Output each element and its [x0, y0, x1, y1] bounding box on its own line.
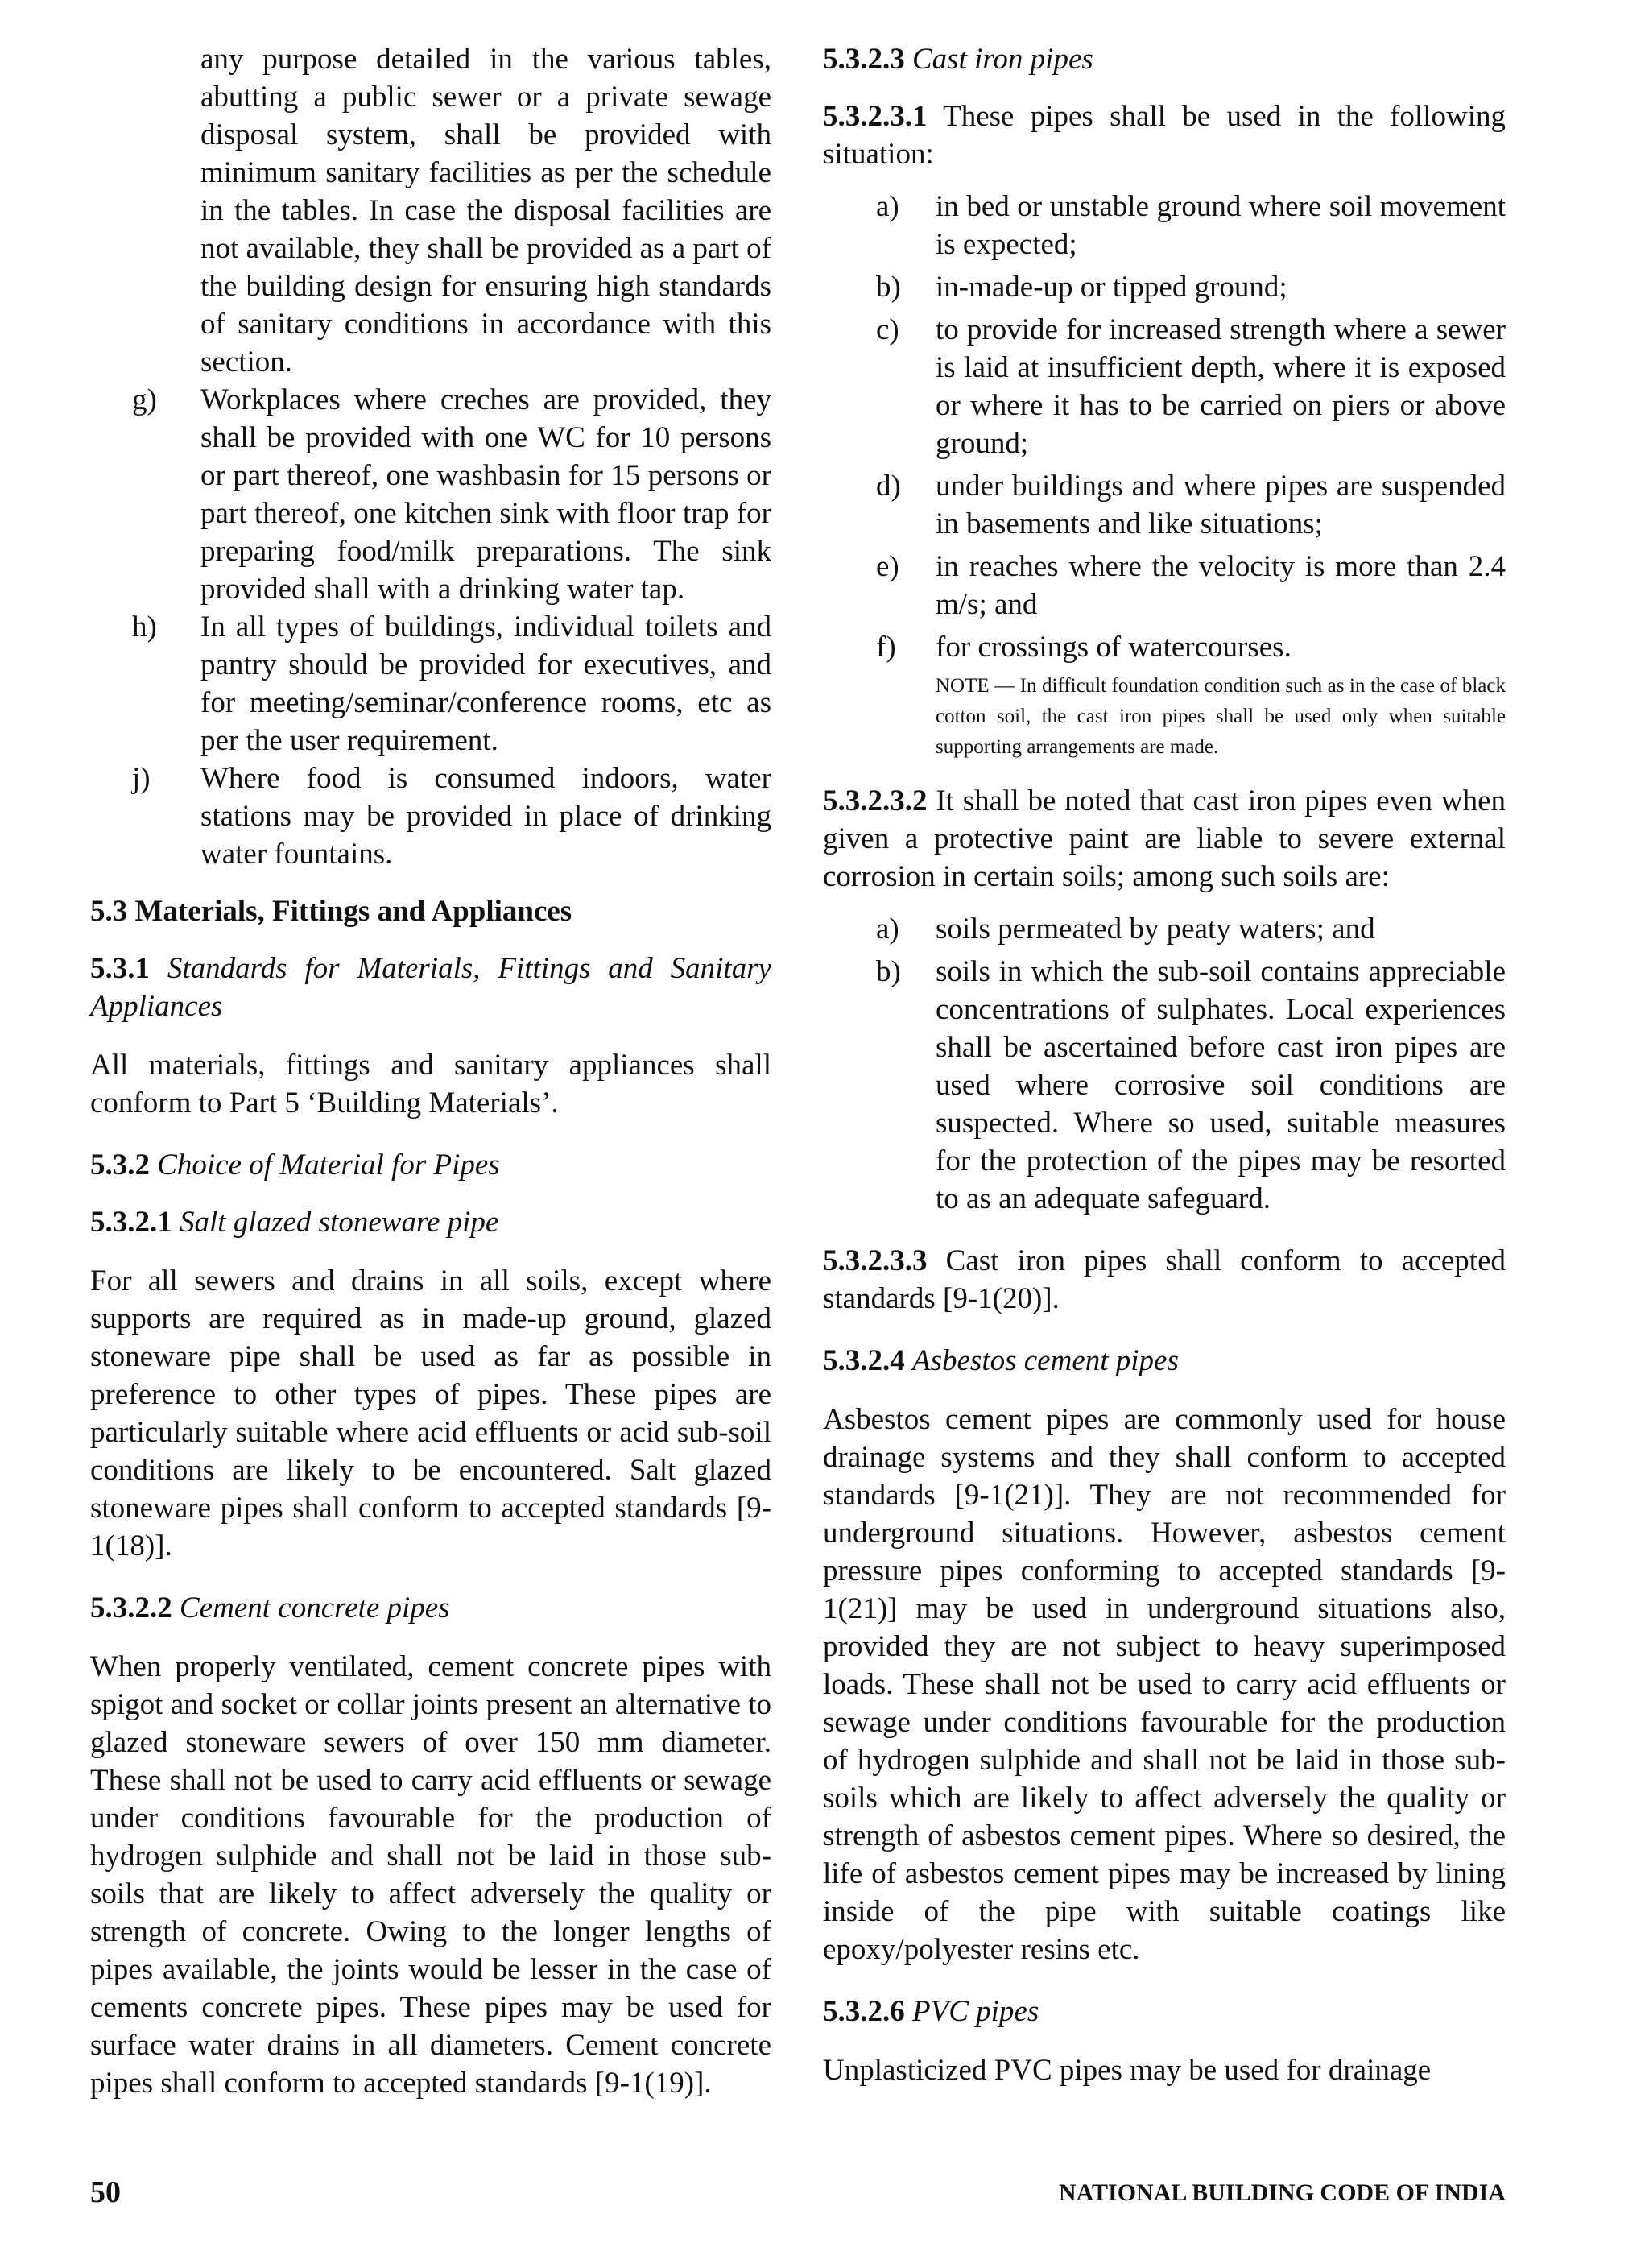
paragraph-5-3-2-3-1 [823, 97, 1506, 173]
list-marker: a) [876, 190, 899, 223]
list-marker: f) [876, 631, 896, 664]
section-number: 5.3.2.3.1 [823, 100, 928, 133]
section-heading-5-3-2 [90, 1146, 771, 1184]
section-heading-5-3-2-1 [90, 1203, 771, 1241]
section-number: 5.3.2.3 [823, 43, 905, 76]
list-text: Workplaces where creches are provided, they shall be provided with one WC for 10 persons or part thereof, one washbasin for 15 persons or part thereof, one kitchen sink with floor trap for preparing food/milk preparations. The sink provided shall with a drinking water tap. [200, 383, 771, 606]
list-text: Where food is consumed indoors, water stations may be provided in place of drinking water fountains. [200, 762, 771, 871]
section-title: Salt glazed stoneware pipe [180, 1206, 499, 1239]
list-item [823, 188, 1506, 263]
list-marker: g) [132, 383, 157, 416]
paragraph: Asbestos cement pipes are commonly used for house drainage systems and they shall conform to accepted standards [9-1(21)]. They are not recommended for underground situations. However, asbestos cement pressure pipes conforming to accepted standards [9-1(21)] may be used in underground situations also, provided they are not subject to heavy superimposed loads. These shall not be used to carry acid effluents or sewage under conditions favourable for the production of hydrogen sulphide and shall not be laid in those sub-soils which are likely to affect adversely the quality or strength of asbestos cement pipes. Where so desired, the life of asbestos cement pipes may be increased by lining inside of the pipe with suitable coatings like epoxy/polyester resins etc. [823, 1403, 1506, 1966]
list-item [90, 759, 771, 873]
section-heading-5-3-2-6 [823, 1993, 1506, 2030]
section-number: 5.3.2.2 [90, 1591, 172, 1624]
section-heading-5-3: 5.3 Materials, Fittings and Appliances [90, 895, 572, 928]
paragraph: For all sewers and drains in all soils, except where supports are required as in made-up ground, glazed stoneware pipe shall be used as far as possible in preference to other types of pipes. These pipes are particularly suitable where acid effluents or acid sub-soil conditions are likely to be encountered. Salt glazed stoneware pipes shall conform to accepted standards [9-1(18)]. [90, 1264, 771, 1562]
list-item [823, 467, 1506, 543]
note: NOTE — In difficult foundation condition such as in the case of black cotton soil, the cast iron pipes shall be used only when suitable supporting arrangements are made. [936, 675, 1506, 758]
list-marker: h) [132, 610, 157, 644]
list-text: in bed or unstable ground where soil movement is expected; [936, 190, 1506, 261]
section-title: Standards for Materials, Fittings and Sanitary Appliances [90, 952, 772, 1023]
list-marker: d) [876, 470, 901, 503]
list-text: under buildings and where pipes are suspended in basements and like situations; [936, 470, 1506, 540]
paragraph: All materials, fittings and sanitary appliances shall conform to Part 5 ‘Building Materials’. [90, 1049, 771, 1120]
list-marker: b) [876, 271, 901, 304]
list-marker: e) [876, 550, 899, 583]
publication-title: NATIONAL BUILDING CODE OF INDIA [1058, 2179, 1506, 2206]
list-text: for crossings of watercourses. [936, 631, 1292, 664]
list-text: in-made-up or tipped ground; [936, 271, 1287, 304]
list-item-f-continuation: any purpose detailed in the various tables, abutting a public sewer or a private sewage disposal system, shall be provided with minimum sanitary facilities as per the schedule in the tables. In case the disposal facilities are not available, they shall be provided as a part of the building design for ensuring high standards of sanitary conditions in accordance with this section. [200, 43, 771, 379]
left-column [90, 40, 771, 2102]
section-title: Asbestos cement pipes [912, 1344, 1179, 1377]
paragraph-text: These pipes shall be used in the following situation: [823, 100, 1506, 171]
section-heading-5-3-2-4 [823, 1342, 1506, 1380]
list-item [823, 628, 1506, 666]
section-title: Cast iron pipes [912, 43, 1093, 76]
list-marker: j) [132, 762, 151, 795]
paragraph-text: It shall be noted that cast iron pipes even when given a protective paint are liable to severe external corrosion in certain soils; among such soils are: [823, 784, 1506, 893]
page-number: 50 [90, 2175, 121, 2209]
list-marker: c) [876, 313, 899, 346]
list-item [90, 608, 771, 759]
section-number: 5.3.2.1 [90, 1206, 172, 1239]
section-number: 5.3.2.4 [823, 1344, 905, 1377]
paragraph-5-3-2-3-3 [823, 1242, 1506, 1318]
list-item [823, 311, 1506, 462]
list-marker: a) [876, 913, 899, 946]
list-marker: b) [876, 955, 901, 988]
section-number: 5.3.2.3.2 [823, 784, 928, 817]
list-text: soils permeated by peaty waters; and [936, 913, 1375, 946]
paragraph-5-3-2-3-2 [823, 782, 1506, 896]
section-heading-5-3-2-3 [823, 40, 1506, 78]
section-title: Cement concrete pipes [180, 1591, 450, 1624]
section-number: 5.3.2.6 [823, 1995, 905, 2028]
section-number: 5.3.1 [90, 952, 150, 985]
list-item [823, 268, 1506, 306]
section-number: 5.3.2.3.3 [823, 1244, 928, 1277]
list-item [823, 953, 1506, 1218]
section-number: 5.3.2 [90, 1148, 150, 1182]
list-text: in reaches where the velocity is more than 2.4 m/s; and [936, 550, 1506, 621]
list-text: soils in which the sub-soil contains appreciable concentrations of sulphates. Local experiences shall be ascertained before cast iron pipes are used where corrosive soil conditions are suspected. Where so used, suitable measures for the protection of the pipes may be resorted to as an adequate safeguard. [936, 955, 1506, 1215]
section-title: PVC pipes [912, 1995, 1039, 2028]
paragraph: When properly ventilated, cement concrete pipes with spigot and socket or collar joints present an alternative to glazed stoneware sewers of over 150 mm diameter. These shall not be used to carry acid effluents or sewage under conditions favourable for the production of hydrogen sulphide and shall not be laid in those sub-soils that are likely to affect adversely the quality or strength of concrete. Owing to the longer lengths of pipes available, the joints would be lesser in the case of cements concrete pipes. These pipes may be used for surface water drains in all diameters. Cement concrete pipes shall conform to accepted standards [9-1(19)]. [90, 1650, 771, 2100]
right-column [823, 40, 1506, 2089]
list-item [823, 548, 1506, 623]
list-item [90, 381, 771, 608]
paragraph: Unplasticized PVC pipes may be used for drainage [823, 2054, 1432, 2087]
soil-list [823, 910, 1506, 1218]
list-text: to provide for increased strength where a sewer is laid at insufficient depth, where it is exposed or where it has to be carried on piers or above ground; [936, 313, 1506, 460]
section-heading-5-3-1 [90, 950, 771, 1025]
section-title: Choice of Material for Pipes [157, 1148, 500, 1182]
paragraph-text: Cast iron pipes shall conform to accepted standards [9-1(20)]. [823, 1244, 1506, 1315]
left-list [90, 381, 771, 873]
list-text: In all types of buildings, individual toilets and pantry should be provided for executives, and for meeting/seminar/conference rooms, etc as per the user requirement. [200, 610, 771, 757]
situation-list [823, 188, 1506, 666]
list-item [823, 910, 1506, 948]
section-heading-5-3-2-2 [90, 1589, 771, 1627]
